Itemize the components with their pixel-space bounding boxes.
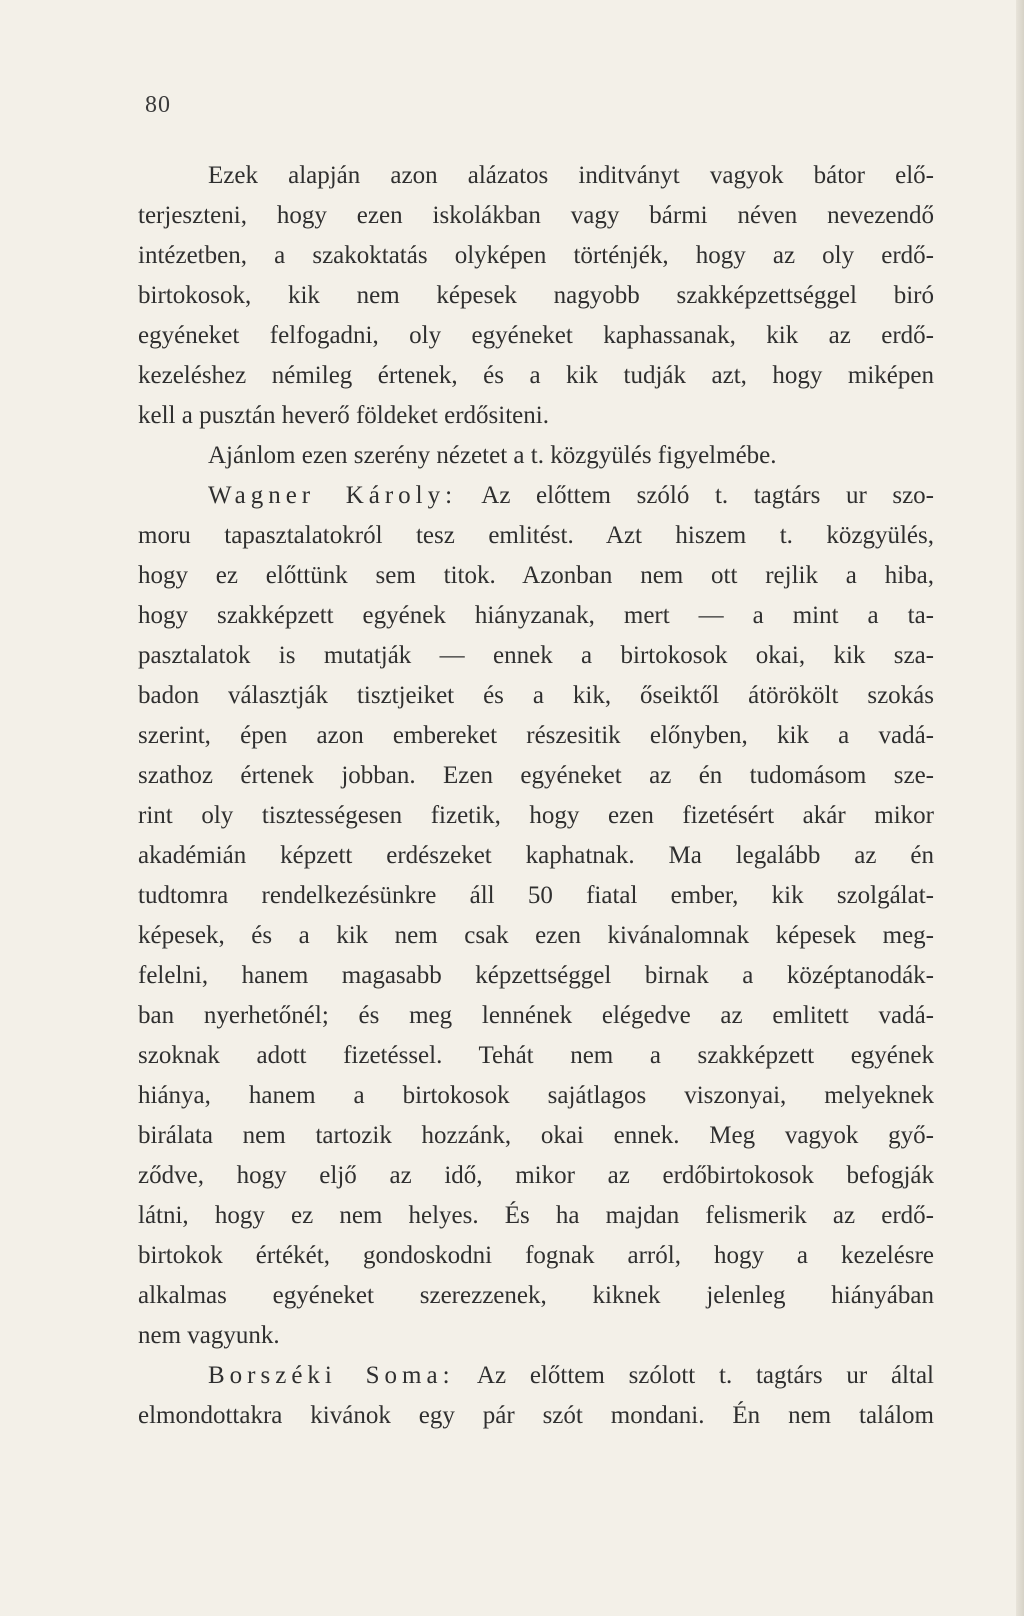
text-line: akadémián képzett erdészeket kaphatnak. Ma legalább az én (138, 842, 934, 869)
speech-text: Az előttem szólott t. tagtárs ur által (454, 1362, 934, 1389)
text-line: ban nyerhetőnél; és meg lennének elégedve az emlitett vadá- (138, 1002, 934, 1029)
text-line: Ajánlom ezen szerény nézetet a t. közgyülés figyelmébe. (208, 442, 777, 469)
text-line: hiánya, hanem a birtokosok sajátlagos viszonyai, melyeknek (138, 1082, 934, 1109)
speaker-name: Wagner Károly: (208, 482, 458, 509)
text-line: tudtomra rendelkezésünkre áll 50 fiatal ember, kik szolgálat- (138, 882, 934, 909)
text-line: látni, hogy ez nem helyes. És ha majdan felismerik az erdő- (138, 1202, 934, 1229)
page-number: 80 (145, 92, 171, 118)
text-line: badon választják tisztjeiket és a kik, őseiktől átörökölt szokás (138, 682, 934, 709)
text-line: hogy ez előttünk sem titok. Azonban nem ott rejlik a hiba, (138, 562, 934, 589)
text-line: moru tapasztalatokról tesz emlitést. Azt hiszem t. közgyülés, (138, 522, 934, 549)
text-line: pasztalatok is mutatják — ennek a birtokosok okai, kik sza- (138, 642, 934, 669)
text-line: elmondottakra kivánok egy pár szót mondani. Én nem találom (138, 1402, 934, 1429)
text-line: szoknak adott fizetéssel. Tehát nem a szakképzett egyének (138, 1042, 934, 1069)
text-line: ződve, hogy eljő az idő, mikor az erdőbirtokosok befogják (138, 1162, 934, 1189)
text-line: birtokok értékét, gondoskodni fognak arról, hogy a kezelésre (138, 1242, 934, 1269)
text-line: terjeszteni, hogy ezen iskolákban vagy bármi néven nevezendő (138, 202, 934, 229)
text-line: kell a pusztán heverő földeket erdősiteni. (138, 402, 549, 429)
text-line: Ezek alapján azon alázatos inditványt vagyok bátor elő- (208, 162, 934, 189)
text-line: hogy szakképzett egyének hiányzanak, mert — a mint a ta- (138, 602, 934, 629)
body-text (138, 156, 934, 1436)
speaker-name: Borszéki Soma: (208, 1362, 455, 1389)
text-line: nem vagyunk. (138, 1322, 280, 1349)
text-line: intézetben, a szakoktatás olyképen történjék, hogy az oly erdő- (138, 242, 934, 269)
speech-text: Az előttem szóló t. tagtárs ur szo- (457, 482, 935, 509)
text-line (138, 1356, 934, 1396)
text-line: képesek, és a kik nem csak ezen kivánalomnak képesek meg- (138, 922, 934, 949)
text-line: szathoz értenek jobban. Ezen egyéneket az én tudomásom sze- (138, 762, 934, 789)
page-edge (1016, 0, 1024, 1616)
text-line: birtokosok, kik nem képesek nagyobb szakképzettséggel biró (138, 282, 934, 309)
text-line (138, 476, 934, 516)
text-line: rint oly tisztességesen fizetik, hogy ezen fizetésért akár mikor (138, 802, 934, 829)
text-line: kezeléshez némileg értenek, és a kik tudják azt, hogy miképen (138, 362, 934, 389)
text-line: birálata nem tartozik hozzánk, okai ennek. Meg vagyok győ- (138, 1122, 934, 1149)
text-line: alkalmas egyéneket szerezzenek, kiknek jelenleg hiányában (138, 1282, 934, 1309)
text-line: szerint, épen azon embereket részesitik előnyben, kik a vadá- (138, 722, 934, 749)
text-line: egyéneket felfogadni, oly egyéneket kaphassanak, kik az erdő- (138, 322, 934, 349)
text-line: felelni, hanem magasabb képzettséggel birnak a középtanodák- (138, 962, 934, 989)
